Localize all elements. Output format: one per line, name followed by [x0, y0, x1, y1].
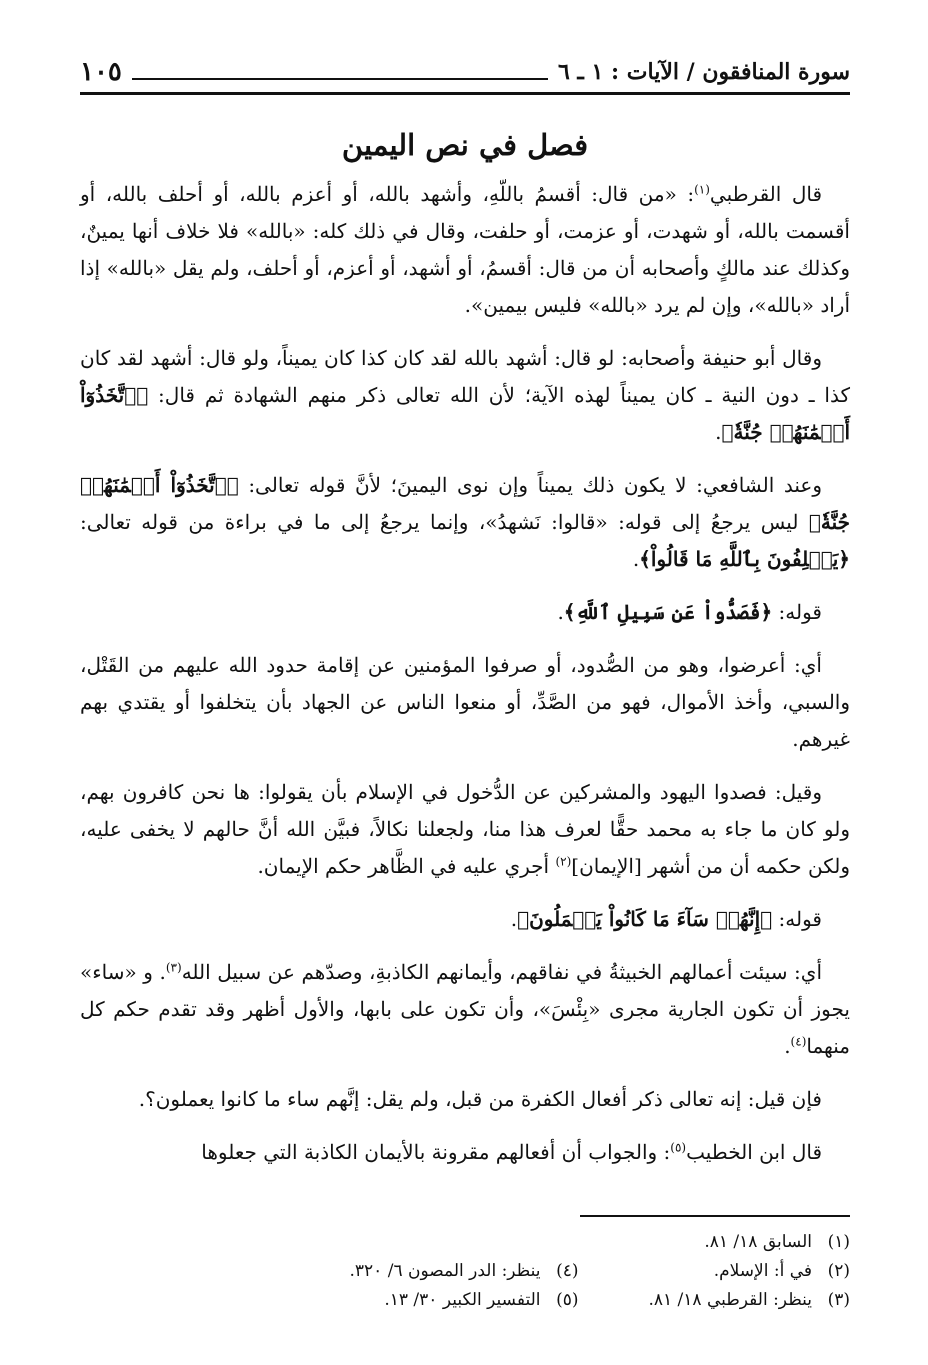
- text-run: .: [557, 600, 564, 624]
- text-run: أي: أعرضوا، وهو من الصُّدود، أو صرفوا المؤمنين عن إقامة حدود الله عليهم من القَتْل، والسبي، وأخذ الأموال، فهو من الصَّدِّ، أو منعوا الناس عن الجهاد بأن يتخلفوا أو يقتدي بهم غيرهم.: [80, 653, 850, 751]
- footnote-text: السابق ١٨/ ٨١.: [704, 1232, 812, 1252]
- footnote-ref: (٤): [790, 1034, 807, 1049]
- footnote-column-right: [648, 1228, 850, 1315]
- footnote-column-left: [349, 1228, 578, 1315]
- footnote-divider: [580, 1215, 850, 1217]
- footnote-number: (٣): [827, 1290, 850, 1310]
- quran-quote: ﴿ٱتَّخَذُوٓاْ أَيۡمَٰنَهُمۡ جُنَّةٗ﴾: [80, 473, 850, 534]
- footnote-ref: (١): [694, 182, 710, 197]
- paragraph-sadd-explanation: [80, 647, 850, 758]
- footnote-number: (٢): [827, 1261, 850, 1281]
- quran-quote: ﴿يَحۡلِفُونَ بِٱللَّهِ مَا قَالُواْ﴾: [639, 547, 850, 571]
- paragraph-verse-sadd: [80, 594, 850, 631]
- quran-quote: ﴿فَصَدُّواْ عَن سَبِيلِ ٱللَّهِ﴾: [563, 600, 773, 624]
- text-run: .: [784, 1034, 791, 1058]
- text-run: قال القرطبي: [709, 182, 822, 206]
- text-run: قوله:: [772, 600, 822, 624]
- text-run: قال ابن الخطيب: [686, 1140, 822, 1164]
- footnotes: [200, 1228, 850, 1315]
- footnote-item: [349, 1286, 578, 1315]
- footnote-text: في أ: الإسلام.: [713, 1261, 812, 1281]
- quran-quote: ﴿ٱتَّخَذُوٓاْ أَيۡمَٰنَهُمۡ جُنَّةٗ﴾: [80, 383, 850, 444]
- footnote-ref: (٣): [165, 960, 182, 975]
- text-run: أجري عليه في الظَّاهر حكم الإيمان.: [257, 854, 556, 878]
- text-run: .: [715, 420, 722, 444]
- paragraph-ibn-khatib: [80, 1134, 850, 1171]
- text-run: .: [510, 907, 518, 931]
- footnote-item: [648, 1286, 850, 1315]
- text-run: قوله:: [772, 907, 822, 931]
- paragraph-verse-saa: [80, 901, 850, 938]
- paragraph-qurtubi: [80, 176, 850, 324]
- paragraph-shafii: [80, 467, 850, 578]
- running-title: سورة المنافقون / الآيات : ١ ـ ٦: [557, 59, 850, 85]
- footnote-item: [648, 1228, 850, 1257]
- paragraph-question: [80, 1081, 850, 1118]
- text-run: ليس يرجعُ إلى قوله: «قالوا: نَشهدُ»، وإنما يرجعُ إلى ما في براءة من قوله تعالى:: [80, 510, 809, 534]
- paragraph-qil: [80, 774, 850, 885]
- footnote-number: (٥): [556, 1290, 579, 1310]
- text-run: . و «ساء» يجوز أن تكون الجارية مجرى «بِئْسَ»، وأن تكون على بابها، والأول أظهر وقد تقدم حكم كل منهما: [80, 960, 850, 1058]
- footnote-text: التفسير الكبير ٣٠/ ١٣.: [384, 1290, 541, 1310]
- page-number: ١٠٥: [80, 57, 122, 87]
- footnote-item: [349, 1257, 578, 1286]
- text-run: فإن قيل: إنه تعالى ذكر أفعال الكفرة من قبل، ولم يقل: إنَّهم ساء ما كانوا يعملون؟.: [138, 1087, 822, 1111]
- footnote-number: (١): [827, 1232, 850, 1252]
- text-run: وقال أبو حنيفة وأصحابه: لو قال: أشهد بالله لقد كان كذا كان يميناً، ولو قال: أشهد لقد كان كذا ـ دون النية ـ كان يميناً لهذه الآية؛ لأن الله تعالى ذكر منهم الشهادة ثم قال:: [80, 346, 850, 407]
- section-heading: فصل في نص اليمين: [341, 128, 589, 162]
- text-run: وقيل: فصدوا اليهود والمشركين عن الدُّخول في الإسلام بأن يقولوا: ها نحن كافرون بهم، ولو كان ما جاء به محمد حقًّا لعرف هذا منا، ولجعلنا نكالاً، فبيَّن الله أنَّ حالهم لا يخفى عليه، ولكن حكمه أن من أشهر [الإيمان]: [80, 780, 850, 878]
- header-divider: [80, 92, 850, 95]
- paragraph-abu-hanifa: [80, 340, 850, 451]
- text-run: وعند الشافعي: لا يكون ذلك يميناً وإن نوى اليمينَ؛ لأنَّ قوله تعالى:: [238, 473, 822, 497]
- text-run: : والجواب أن أفعالهم مقرونة بالأيمان الكاذبة التي جعلوها: [201, 1140, 671, 1164]
- quran-quote: ﴿إِنَّهُمۡ سَآءَ مَا كَانُواْ يَعۡمَلُونَ﴾: [517, 907, 773, 931]
- header-rule-line: [132, 78, 548, 80]
- text-run: .: [632, 547, 640, 571]
- footnote-number: (٤): [556, 1261, 579, 1281]
- text-run: : «من قال: أقسمُ باللّهِ، وأشهد بالله، أو أعزم بالله، أو أحلف بالله، أو أقسمت بالله، أو شهدت، أو عزمت، أو حلفت، وقال في ذلك كله: «بالله» فلا خلاف أنها يمينٌ، وكذلك عند مالكٍ وأصحابه أن من قال: أقسمُ، أو أشهد، أو أعزم، أو أحلف، ولم يقل «بالله» إذا أراد «بالله»، وإن لم يرد «بالله» فليس بيمين».: [80, 182, 850, 317]
- paragraph-saa-explanation: [80, 954, 850, 1065]
- footnote-ref: (٥): [670, 1140, 687, 1155]
- footnote-text: ينظر: الدر المصون ٦/ ٣٢٠.: [349, 1261, 541, 1281]
- text-run: أي: سيئت أعمالهم الخبيثةُ في نفاقهم، وأيمانهم الكاذبةِ، وصدّهم عن سبيل الله: [181, 960, 822, 984]
- footnote-item: [648, 1257, 850, 1286]
- footnote-ref: (٢): [555, 854, 572, 869]
- footnote-text: ينظر: القرطبي ١٨/ ٨١.: [648, 1290, 812, 1310]
- main-text: [80, 128, 850, 1187]
- page-header: [80, 52, 850, 92]
